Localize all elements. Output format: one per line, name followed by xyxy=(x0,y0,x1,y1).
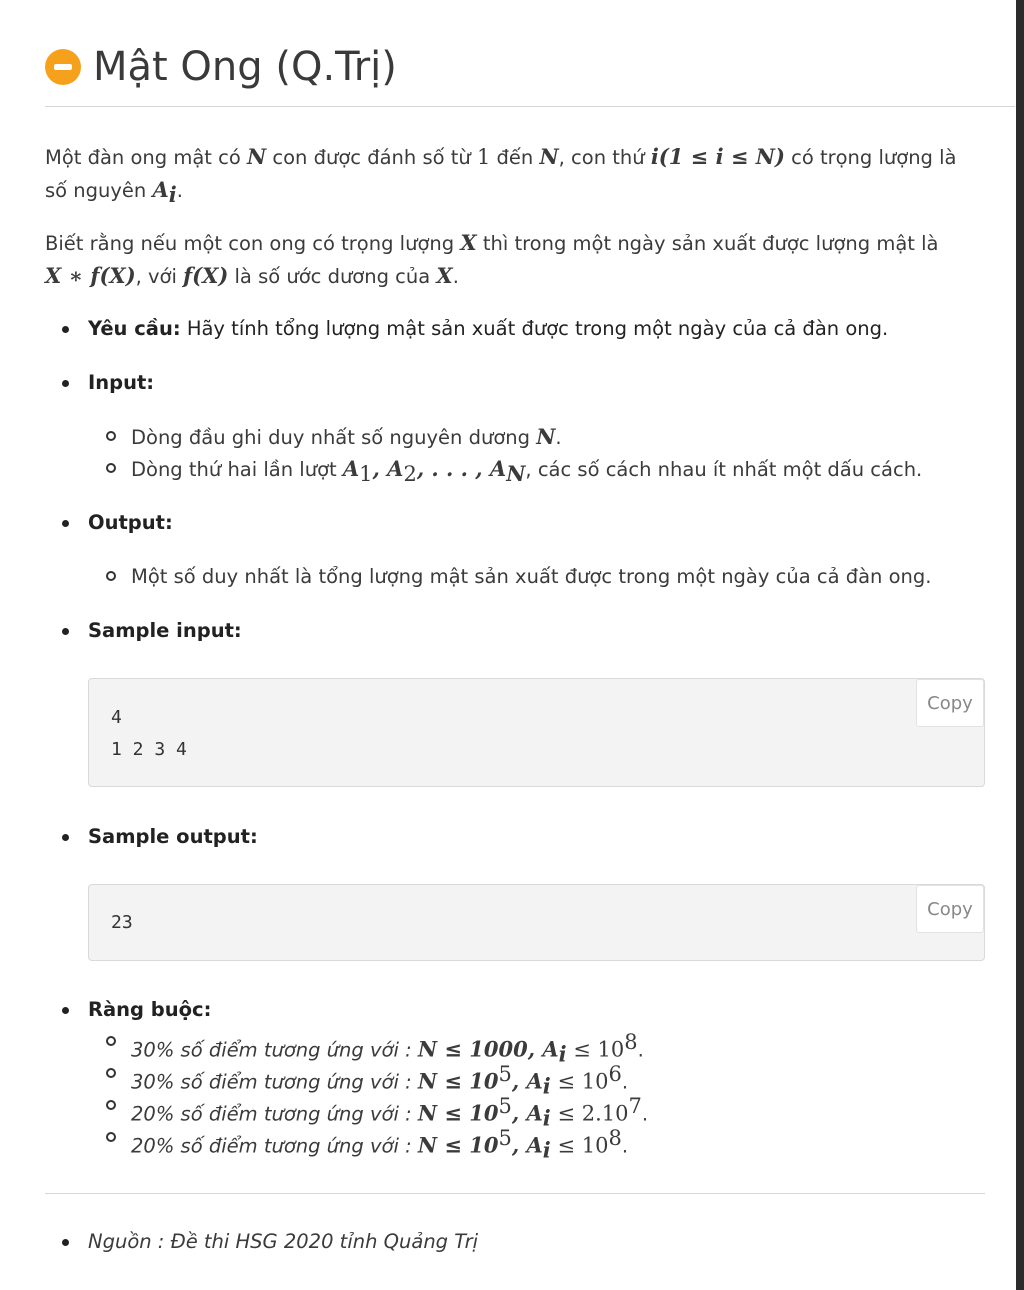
sample-output-content: 23 xyxy=(111,912,133,933)
circle-bullet-icon xyxy=(106,1100,116,1110)
output-label: Output: xyxy=(88,511,173,534)
sample-input-label: Sample input: xyxy=(88,619,242,642)
constraint-item-3: 20% số điểm tương ứng với : $N \le 10^5$, $A_i \le 2.10^7$. xyxy=(131,1094,649,1131)
input-label: Input: xyxy=(88,371,155,394)
sample-output-block xyxy=(88,884,985,961)
sample-input-content: 4 1 2 3 4 xyxy=(111,707,187,760)
bullet-icon xyxy=(62,1007,69,1014)
bullet-icon xyxy=(62,326,69,333)
sample-input-block xyxy=(88,678,985,787)
constraint-item-2: 30% số điểm tương ứng với : $N \le 10^5$, $A_i \le 10^6$. xyxy=(131,1062,629,1099)
requirement-item: Yêu cầu: Hãy tính tổng lượng mật sản xuất được trong một ngày của cả đàn ong. xyxy=(88,317,889,340)
bullet-icon xyxy=(62,628,69,635)
circle-bullet-icon xyxy=(106,571,116,581)
input-line-1: Dòng đầu ghi duy nhất số nguyên dương N. xyxy=(131,424,562,449)
bullet-icon xyxy=(62,1239,69,1246)
circle-bullet-icon xyxy=(106,1068,116,1078)
circle-bullet-icon xyxy=(106,431,116,441)
title-divider xyxy=(45,106,1015,107)
page-title: Mật Ong (Q.Trị) xyxy=(93,44,397,90)
circle-bullet-icon xyxy=(106,1132,116,1142)
bullet-icon xyxy=(62,834,69,841)
window-edge xyxy=(1016,0,1024,1290)
bullet-icon xyxy=(62,380,69,387)
source-note: Nguồn : Đề thi HSG 2020 tỉnh Quảng Trị xyxy=(88,1230,479,1253)
sample-output-label: Sample output: xyxy=(88,825,258,848)
circle-bullet-icon xyxy=(106,463,116,473)
title-row xyxy=(45,44,397,90)
circle-bullet-icon xyxy=(106,1036,116,1046)
intro-paragraph-2: Biết rằng nếu một con ong có trọng lượng X thì trong một ngày sản xuất được lượng mật là X ∗ f(X), với f(X) là số ước dương của X. xyxy=(45,230,939,288)
bullet-icon xyxy=(62,520,69,527)
copy-button[interactable]: Copy xyxy=(916,679,984,727)
constraint-item-1: 30% số điểm tương ứng với : N ≤ 1000, $A_i \le 10^8$. xyxy=(131,1030,644,1067)
footer-divider xyxy=(45,1193,985,1194)
status-minus-icon xyxy=(45,49,81,85)
intro-paragraph-1: Một đàn ong mật có N con được đánh số từ 1 đến N, con thứ i(1 ≤ i ≤ N) có trọng lượng là số nguyên $A_i$. xyxy=(45,144,957,207)
copy-button[interactable]: Copy xyxy=(916,885,984,933)
input-line-2: Dòng thứ hai lần lượt $A_1$, $A_2$, . . . , $A_N$, các số cách nhau ít nhất một dấu cách. xyxy=(131,456,923,486)
constraint-item-4: 20% số điểm tương ứng với : $N \le 10^5$, $A_i \le 10^8$. xyxy=(131,1126,629,1163)
constraints-label: Ràng buộc: xyxy=(88,998,212,1021)
output-line-1: Một số duy nhất là tổng lượng mật sản xuất được trong một ngày của cả đàn ong. xyxy=(131,565,932,588)
